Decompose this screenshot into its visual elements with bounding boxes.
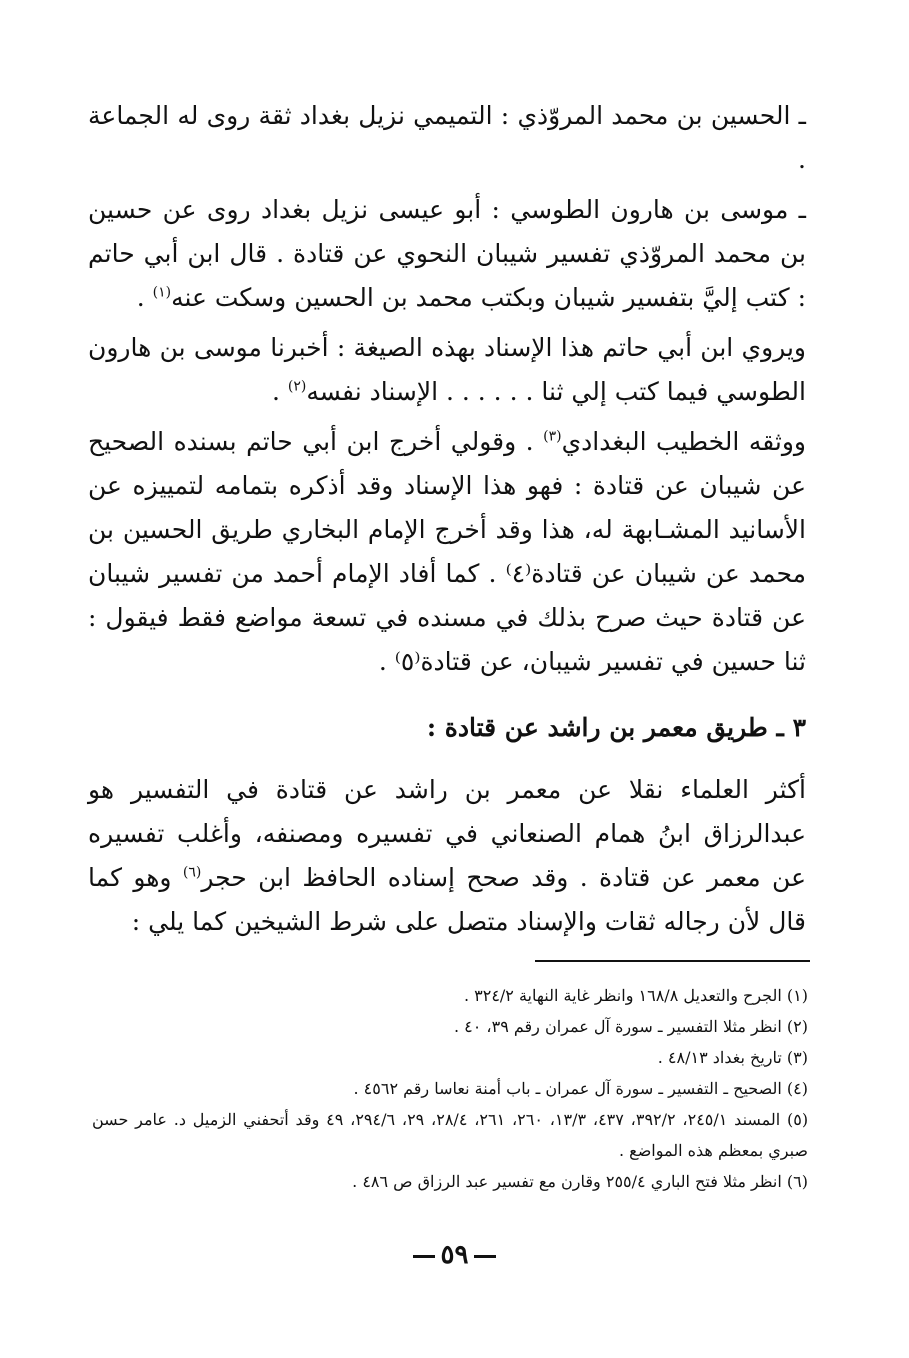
paragraph-khatib: ووثقه الخطيب البغدادي$^{(٣)}$ . وقولي أخرج ابن أبي حاتم بسنده الصحيح عن شيبان عن قتادة : فهو هذا الإسناد وقد أذكره بتمامه لتمييزه عن الأسانيد المشـابهة له، هذا وقد أخرج الإمام البخاري طريق الحسين بن محمد عن شيبان عن قتادة⁽٤⁾ . كما أفاد الإمام أحمد من تفسير شيبان عن قتادة حيث صرح بذلك في مسنده في تسعة مواضع فقط فيقول : ثنا حسين في تفسير شيبان، عن قتادة⁽٥⁾ . (88, 427, 806, 676)
paragraph-husayn: ـ الحسين بن محمد المروّذي : التميمي نزيل بغداد ثقة روى له الجماعة . (88, 101, 806, 174)
paragraph-musa: ـ موسى بن هارون الطوسي : أبو عيسى نزيل بغداد روى عن حسين بن محمد المروّذي تفسير شيبان النحوي عن قتادة . قال ابن أبي حاتم : كتب إليَّ بتفسير شيبان وبكتب محمد بن الحسين وسكت عنه$^{(١)}$ . (88, 195, 806, 312)
paragraph-abdulrazzaq: أكثر العلماء نقلا عن معمر بن راشد عن قتادة في التفسير هو عبدالرزاق ابنُ همام الصنعاني في تفسيره ومصنفه، وأغلب تفسيره عن معمر عن قتادة . وقد صحح إسناده الحافظ ابن حجر$^{(٦)}$ وهو كما قال لأن رجاله ثقات والإسناد متصل على شرط الشيخين كما يلي : (88, 775, 806, 936)
footnote-ref: (٦) (182, 864, 202, 881)
footnote-3: (٣) تاريخ بغداد ٤٨/١٣ . (657, 1048, 808, 1067)
footnote-5: (٥) المسند ٢٤٥/١، ٣٩٢/٢، ٤٣٧، ١٣/٣، ٢٦٠، ٢٦١، ٢٨/٤، ٢٩، ٢٩٤/٦، ٤٩ وقد أتحفني الزميل د. عامر حسن صبري بمعظم هذه المواضع . (92, 1110, 809, 1160)
footnote-1: (١) الجرح والتعديل ١٦٨/٨ وانظر غاية النهاية ٣٢٤/٢ . (463, 986, 808, 1005)
footnote-divider (535, 960, 810, 962)
footnote-6: (٦) انظر مثلا فتح الباري ٢٥٥/٤ وقارن مع تفسير عبد الرزاق ص ٤٨٦ . (352, 1172, 808, 1191)
dash-left (413, 1255, 435, 1258)
paragraph-ibn-abi-hatim: ويروي ابن أبي حاتم هذا الإسناد بهذه الصيغة : أخبرنا موسى بن هارون الطوسي فيما كتب إلي ثنا . . . . . . الإسناد نفسه$^{(٢)}$ . (88, 333, 806, 406)
footnote-ref: (١) (152, 284, 172, 301)
main-text (88, 94, 806, 950)
section-heading: ٣ ـ طريق معمر بن راشد عن قتادة : (426, 713, 806, 742)
footnote-4: (٤) الصحيح ـ التفسير ـ سورة آل عمران ـ باب أمنة نعاسا رقم ٤٥٦٢ . (353, 1079, 808, 1098)
footnote-ref: (٣) (543, 428, 562, 445)
footnote-ref: (٢) (287, 378, 307, 395)
footnote-2: (٢) انظر مثلا التفسير ـ سورة آل عمران رقم ٣٩، ٤٠ . (453, 1017, 808, 1036)
dash-right (474, 1255, 496, 1258)
page-number (0, 1240, 909, 1270)
page-number-value: ٥٩ (440, 1240, 469, 1270)
footnotes (92, 980, 808, 1197)
